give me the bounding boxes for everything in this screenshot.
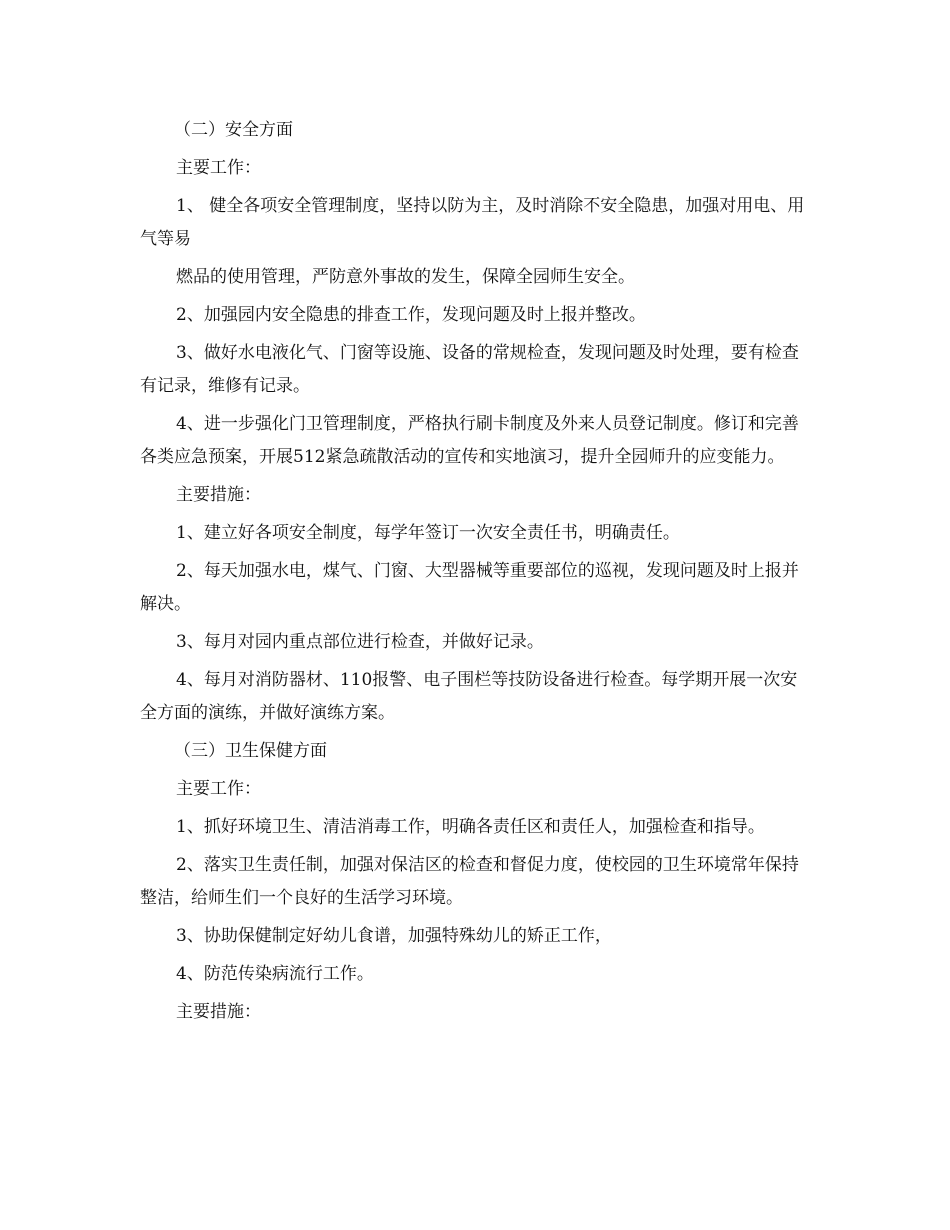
paragraph: 1、建立好各项安全制度，每学年签订一次安全责任书，明确责任。 xyxy=(176,523,680,543)
subheading-main-measures: 主要措施： xyxy=(176,1002,261,1022)
paragraph: 2、加强园内安全隐患的排查工作，发现问题及时上报并整改。 xyxy=(176,305,646,325)
paragraph: 3、每月对园内重点部位进行检查，并做好记录。 xyxy=(176,632,544,652)
document-body xyxy=(140,114,810,1034)
paragraph: 3、协助保健制定好幼儿食谱，加强特殊幼儿的矫正工作， xyxy=(176,926,612,946)
paragraph: 4、防范传染病流行工作。 xyxy=(176,964,374,984)
paragraph: 燃品的使用管理，严防意外事故的发生，保障全园师生安全。 xyxy=(176,267,635,287)
paragraph: 1、 健全各项安全管理制度，坚持以防为主，及时消除不安全隐患，加强对用电、用气等易 xyxy=(140,196,805,249)
subheading-main-work: 主要工作： xyxy=(176,779,261,799)
paragraph: 2、落实卫生责任制，加强对保洁区的检查和督促力度，使校园的卫生环境常年保持整洁，给师生们一个良好的生活学习环境。 xyxy=(140,855,799,908)
section-heading-health: （三）卫生保健方面 xyxy=(174,741,327,761)
paragraph: 3、做好水电液化气、门窗等设施、设备的常规检查，发现问题及时处理，要有检查有记录，维修有记录。 xyxy=(140,343,799,396)
paragraph: 2、每天加强水电，煤气、门窗、大型器械等重要部位的巡视，发现问题及时上报并解决。 xyxy=(140,561,799,614)
subheading-main-work: 主要工作： xyxy=(176,158,261,178)
paragraph: 4、每月对消防器材、110报警、电子围栏等技防设备进行检查。每学期开展一次安全方面的演练，并做好演练方案。 xyxy=(140,670,798,723)
section-heading-safety: （二）安全方面 xyxy=(174,120,293,140)
subheading-main-measures: 主要措施： xyxy=(176,485,261,505)
paragraph: 1、抓好环境卫生、清洁消毒工作，明确各责任区和责任人，加强检查和指导。 xyxy=(176,817,765,837)
paragraph: 4、进一步强化门卫管理制度，严格执行刷卡制度及外来人员登记制度。修订和完善各类应急预案，开展512紧急疏散活动的宣传和实地演习，提升全园师升的应变能力。 xyxy=(140,414,799,467)
